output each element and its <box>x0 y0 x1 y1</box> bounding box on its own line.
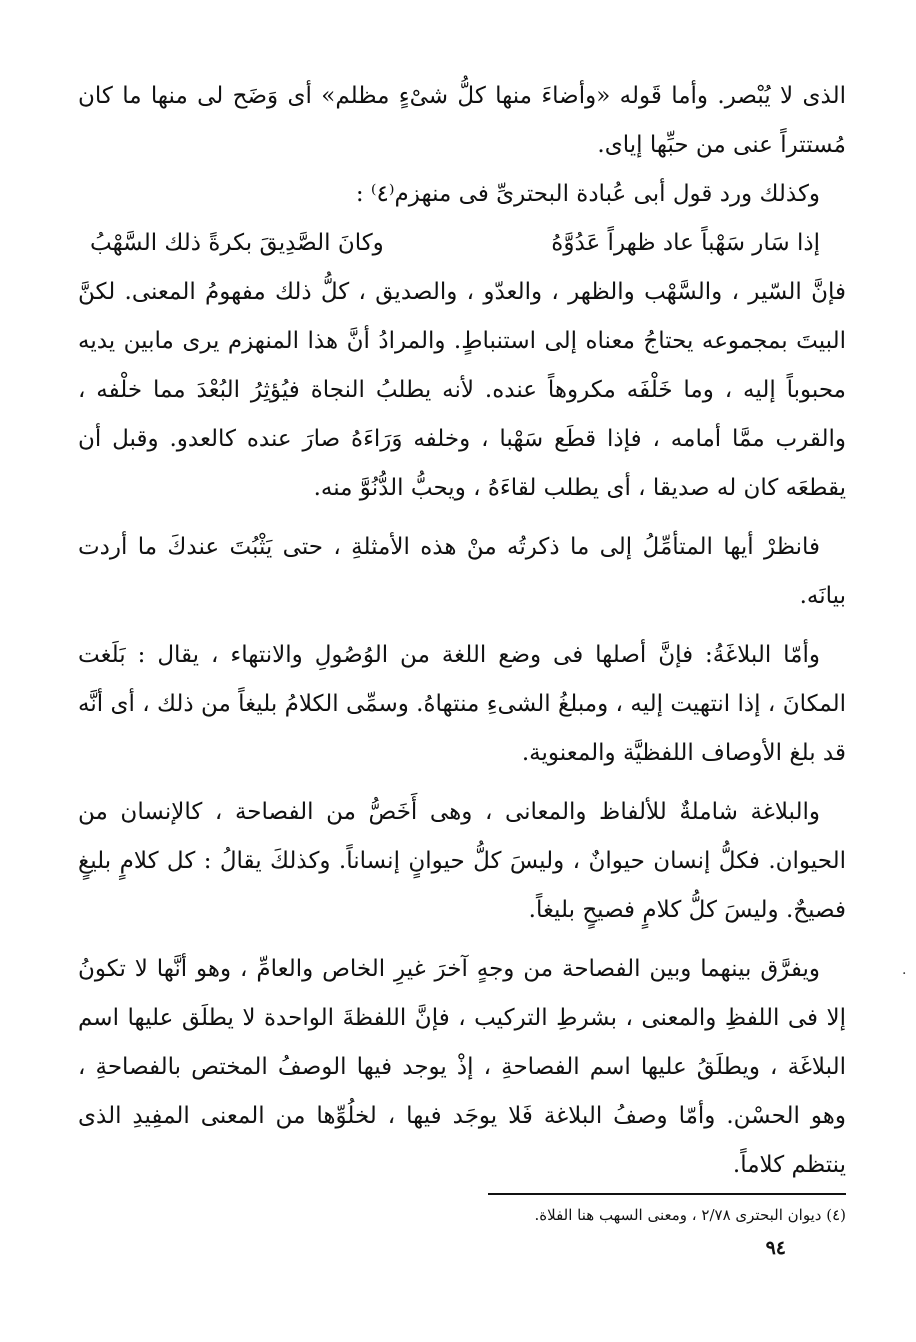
paragraph-verse-explanation: فإنَّ السّير ، والسَّهْب والظهر ، والعدّو ، والصديق ، كلُّ ذلك مفهومُ المعنى. لكنَّ البيتَ بمجموعه يحتاجُ معناه إلى استنباطٍ. والمرادُ أنَّ هذا المنهزم يرى مابين يديه محبوباً إليه ، وما خَلْفَه مكروهاً عنده. لأنه يطلبُ النجاة فيُؤثِرُ البُعْدَ مما خلْفه ، والقرب ممَّا أمامه ، فإذا قطَع سَهْبا ، وخلفه وَرَاءَهُ صارَ عنده كالعدو. وقبل أن يقطعَه كان له صديقا ، أى يطلب لقاءَهُ ، ويحبُّ الدُّنُوَّ منه. <box>78 279 846 501</box>
verse-second-hemistich: وكانَ الصَّدِيقَ بكرةً ذلك السَّهْبُ <box>90 230 384 256</box>
poetry-verse <box>78 219 846 268</box>
paragraph-continuation: الذى لا يُبْصر. وأما قَوله «وأضاءَ منها كلُّ شىْءٍ مظلم» أى وَضَح لى منها ما كان مُستتراً عنى من حبِّها إياى. <box>78 83 846 158</box>
paragraph-balagha-definition: وأمّا البلاغَةُ: فإنَّ أصلها فى وضع اللغة من الوُصُولِ والانتهاء ، يقال : بَلَغت المكانَ ، إذا انتهيت إليه ، ومبلغُ الشىءِ منتهاهُ. وسمِّى الكلامُ بليغاً من ذلك ، أى أنَّه قد بلغ الأوصاف اللفظيَّة والمعنوية. <box>78 642 846 766</box>
footnote: (٤) ديوان البحترى ٢/٧٨ ، ومعنى السهب هنا الفلاة. <box>534 1206 846 1224</box>
page-number: ٩٤ <box>765 1237 786 1259</box>
margin-dot-mark: · <box>902 966 907 982</box>
paragraph-reflection: فانظرْ أيها المتأمِّلُ إلى ما ذكرتُه منْ هذه الأمثلةِ ، حتى يَثْبُتَ عندكَ ما أردت بيانَه. <box>78 534 846 609</box>
main-text-block <box>78 72 846 1190</box>
paragraph-verse-intro: وكذلك ورد قول أبى عُبادة البحترىِّ فى منهزم⁽٤⁾ : <box>355 181 820 207</box>
footnote-divider <box>488 1193 846 1195</box>
paragraph-balagha-vs-fasaha: ويفرَّق بينهما وبين الفصاحة من وجهٍ آخرَ غيرِ الخاص والعامِّ ، وهو أنَّها لا تكونُ إلا فى اللفظِ والمعنى ، بشرطِ التركيب ، فإنَّ اللفظةَ الواحدة لا يطلَق عليها اسم البلاغَة ، ويطلَقُ عليها اسم الفصاحةِ ، إذْ يوجد فيها الوصفُ المختص بالفصاحةِ ، وهو الحسْن. وأمّا وصفُ البلاغة فَلا يوجَد فيها ، لخلُوِّها من المعنى المفِيدِ الذى ينتظم كلاماً. <box>78 956 846 1178</box>
verse-first-hemistich: إذا سَار سَهْباً عاد ظهراً عَدُوَّهُ <box>551 230 820 256</box>
paragraph-balagha-scope: والبلاغة شاملةٌ للألفاظ والمعانى ، وهى أَخَصُّ من الفصاحة ، كالإنسان من الحيوان. فكلُّ إنسان حيوانٌ ، وليسَ كلُّ حيوانٍ إنساناً. وكذلكَ يقالُ : كل كلامٍ بليغٍ فصيحٌ. وليسَ كلُّ كلامٍ فصيحٍ بليغاً. <box>78 799 846 923</box>
